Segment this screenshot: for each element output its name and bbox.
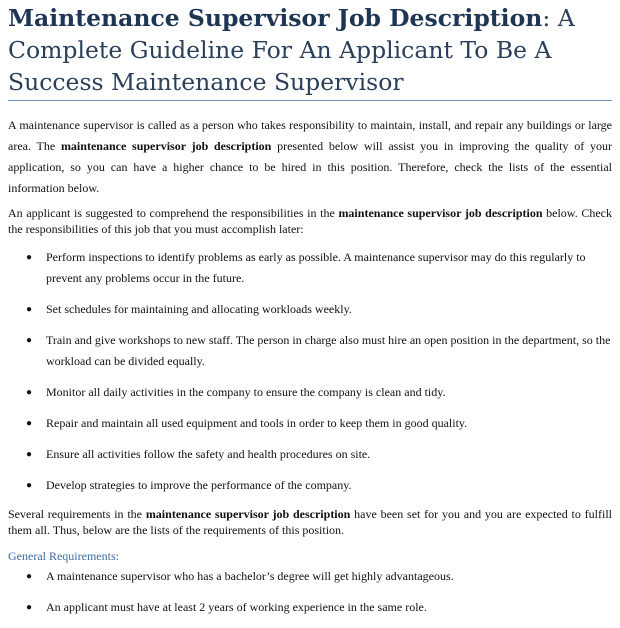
general-requirements-list [8, 566, 612, 618]
list-item [8, 299, 612, 320]
list-item [8, 413, 612, 434]
requirements-intro [8, 506, 612, 538]
intro-text: A maintenance supervisor is called as a person who takes responsibility to maintain, install, and repair any buildings or large area. The [8, 118, 612, 153]
intro-keyword: maintenance supervisor job description [60, 139, 272, 153]
bullet-icon: ● [26, 571, 33, 582]
list-item-text: Ensure all activities follow the safety and health procedures on site. [46, 447, 371, 461]
title-rest: : A Complete Guideline For An Applicant To Be A Success Maintenance Supervisor [8, 4, 575, 96]
req-intro-text-cont: have been set for you and you are expected to fulfill them all. Thus, below are the lists of the requirements of this position. [8, 507, 612, 537]
list-item-text: Train and give workshops to new staff. The person in charge also must hire an open position in the department, so the workload can be divided equally. [46, 333, 611, 368]
list-item [8, 566, 612, 587]
list-item [8, 475, 612, 496]
bullet-icon: ● [26, 418, 33, 429]
resp-intro-keyword: maintenance supervisor job description [338, 206, 543, 220]
bullet-icon: ● [26, 602, 33, 613]
resp-intro-text-cont: below. Check the responsibilities of this job that you must accomplish later: [8, 206, 613, 236]
title-divider [8, 100, 612, 101]
list-item [8, 444, 612, 465]
intro-paragraph [8, 115, 612, 199]
title-bold: Maintenance Supervisor Job Description [8, 4, 543, 32]
bullet-icon: ● [26, 449, 33, 460]
list-item [8, 330, 612, 372]
page-title [8, 2, 612, 98]
responsibilities-list [8, 247, 612, 496]
req-intro-keyword: maintenance supervisor job description [145, 507, 351, 521]
list-item-text: An applicant must have at least 2 years of working experience in the same role. [46, 600, 427, 614]
bullet-icon: ● [26, 335, 33, 346]
intro-text-cont: presented below will assist you in improving the quality of your application, so you can have a higher chance to be hired in this position. Therefore, check the lists of the essential information below. [8, 139, 612, 195]
list-item-text: A maintenance supervisor who has a bachelor’s degree will get highly advantageous. [46, 569, 454, 583]
list-item [8, 247, 612, 289]
list-item-text: Repair and maintain all used equipment and tools in order to keep them in good quality. [46, 416, 468, 430]
responsibilities-intro [8, 205, 612, 237]
resp-intro-text: An applicant is suggested to comprehend the responsibilities in the [8, 206, 339, 220]
bullet-icon: ● [26, 387, 33, 398]
bullet-icon: ● [26, 480, 33, 491]
bullet-icon: ● [26, 252, 33, 263]
list-item [8, 382, 612, 403]
document-page [8, 0, 612, 628]
list-item-text: Monitor all daily activities in the company to ensure the company is clean and tidy. [46, 385, 446, 399]
list-item [8, 597, 612, 618]
list-item-text: Set schedules for maintaining and allocating workloads weekly. [46, 302, 352, 316]
bullet-icon: ● [26, 304, 33, 315]
general-requirements-heading: General Requirements: [8, 549, 119, 563]
req-intro-text: Several requirements in the [8, 507, 146, 521]
list-item-text: Perform inspections to identify problems as early as possible. A maintenance supervisor may do this regularly to prevent any problems occur in the future. [46, 250, 586, 285]
list-item-text: Develop strategies to improve the performance of the company. [46, 478, 352, 492]
